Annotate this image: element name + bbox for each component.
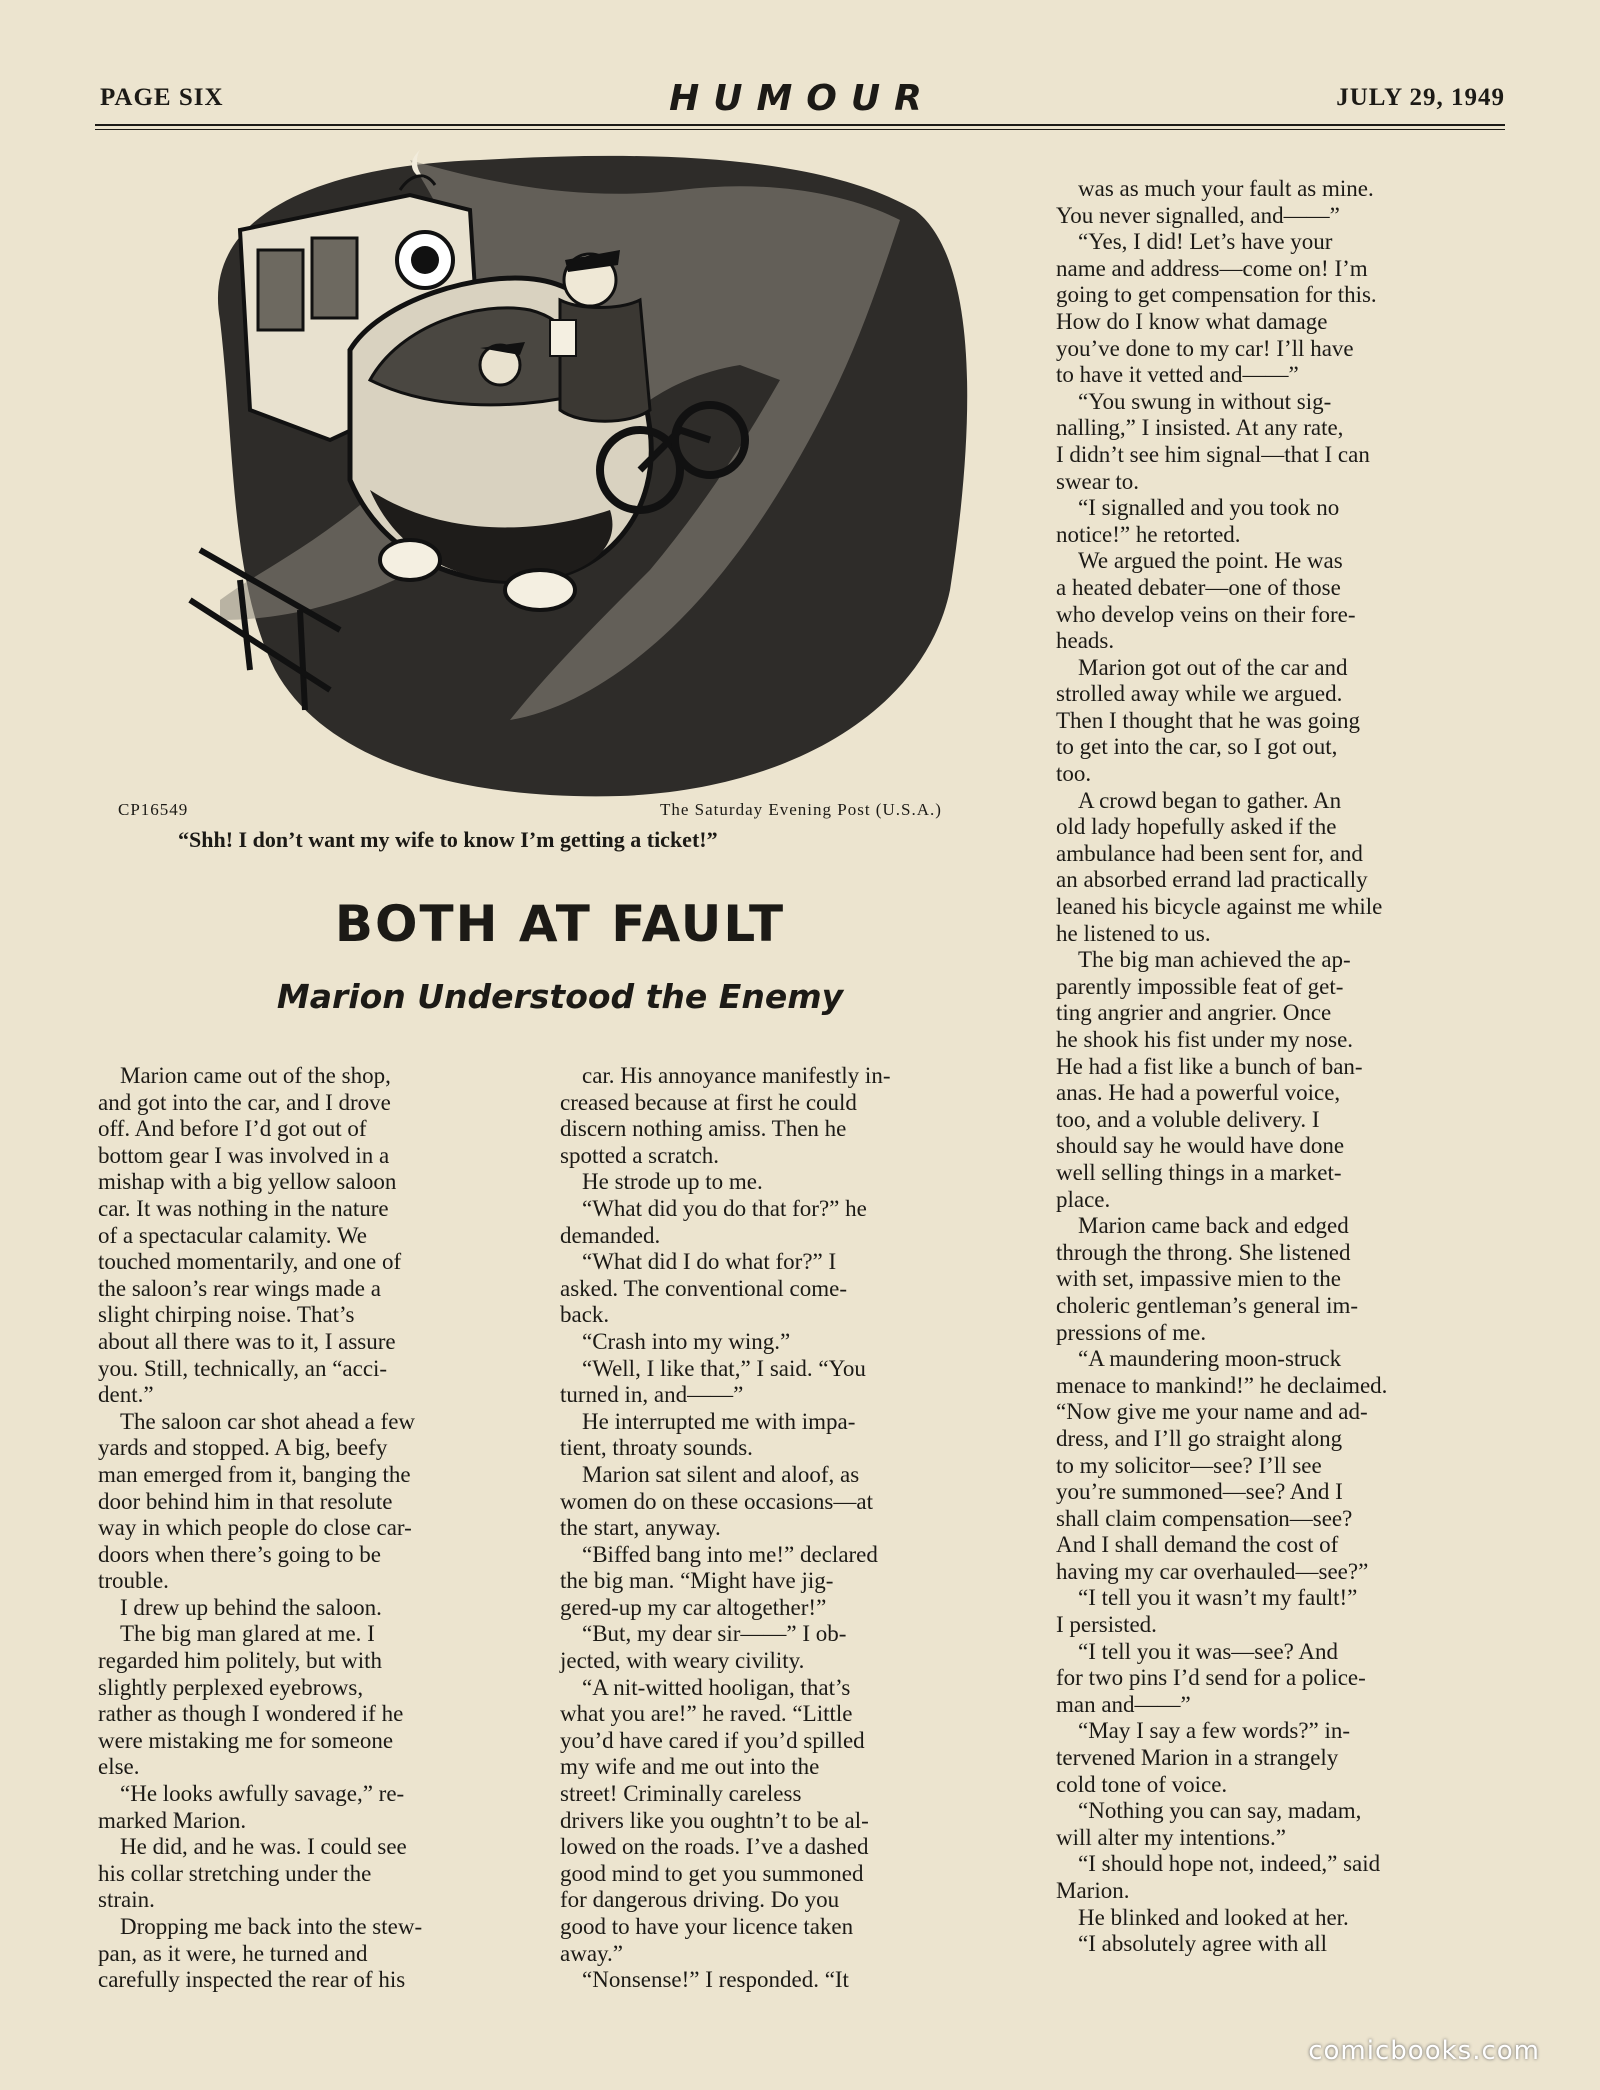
text-line: drivers like you oughtn’t to be al- <box>560 1807 869 1833</box>
article-paragraph <box>560 1249 1010 1329</box>
article-paragraph <box>1056 947 1504 1213</box>
text-line: turned in, and——” <box>560 1382 744 1408</box>
article-column-2 <box>560 1063 1010 1994</box>
text-line: street! Criminally careless <box>560 1781 802 1807</box>
text-line: slight chirping noise. That’s <box>98 1302 355 1328</box>
text-line: Marion got out of the car and <box>1078 654 1348 680</box>
text-line: going to get compensation for this. <box>1056 282 1377 308</box>
text-line: mishap with a big yellow saloon <box>98 1169 397 1195</box>
text-line: to have it vetted and——” <box>1056 362 1299 388</box>
text-line: slightly perplexed eyebrows, <box>98 1674 364 1700</box>
masthead-rule-bottom <box>95 129 1505 130</box>
article-paragraph <box>1056 788 1504 948</box>
text-line: You never signalled, and——” <box>1056 202 1340 228</box>
text-line: place. <box>1056 1186 1111 1212</box>
text-line: yards and stopped. A big, beefy <box>98 1435 388 1461</box>
text-line: too. <box>1056 761 1092 787</box>
text-line: ting angrier and angrier. Once <box>1056 1000 1332 1026</box>
text-line: The saloon car shot ahead a few <box>120 1408 416 1434</box>
text-line: you’re summoned—see? And I <box>1056 1479 1343 1505</box>
text-line: should say he would have done <box>1056 1133 1345 1159</box>
text-line: menace to mankind!” he declaimed. <box>1056 1372 1388 1398</box>
article-paragraph <box>98 1063 526 1409</box>
text-line: “I tell you it wasn’t my fault!” <box>1078 1585 1358 1611</box>
text-line: pan, as it were, he turned and <box>98 1940 368 1966</box>
article-paragraph <box>98 1409 526 1595</box>
text-line: back. <box>560 1302 610 1328</box>
article-paragraph <box>1056 655 1504 788</box>
text-line: nalling,” I insisted. At any rate, <box>1056 415 1344 441</box>
text-line: through the throng. She listened <box>1056 1239 1351 1265</box>
text-line: Dropping me back into the stew- <box>120 1914 423 1939</box>
text-line: doors when there’s going to be <box>98 1541 381 1567</box>
text-line: A crowd began to gather. An <box>1078 787 1342 813</box>
text-line: He strode up to me. <box>582 1169 763 1195</box>
text-line: shall claim compensation—see? <box>1056 1505 1353 1531</box>
text-line: I didn’t see him signal—that I can <box>1056 441 1370 467</box>
page-number-label: PAGE SIX <box>100 84 224 111</box>
masthead <box>100 78 1505 122</box>
text-line: you. Still, technically, an “acci- <box>98 1355 388 1381</box>
text-line: gered-up my car altogether!” <box>560 1594 827 1620</box>
text-line: strolled away while we argued. <box>1056 681 1343 707</box>
text-line: “May I say a few words?” in- <box>1078 1718 1351 1744</box>
text-line: strain. <box>98 1887 155 1913</box>
text-line: bottom gear I was involved in a <box>98 1142 390 1168</box>
section-title: HUMOUR <box>669 78 936 119</box>
article-paragraph <box>560 1356 1010 1409</box>
text-line: tervened Marion in a strangely <box>1056 1745 1339 1771</box>
text-line: leaned his bicycle against me while <box>1056 894 1383 920</box>
text-line: the big man. “Might have jig- <box>560 1568 834 1594</box>
text-line: else. <box>98 1754 140 1780</box>
text-line: The big man glared at me. I <box>120 1621 375 1647</box>
article-column-3 <box>1056 176 1504 1958</box>
text-line: “I signalled and you took no <box>1078 495 1340 521</box>
article-paragraph <box>1056 1639 1504 1719</box>
text-line: name and address—come on! I’m <box>1056 255 1368 281</box>
text-line: spotted a scratch. <box>560 1142 720 1168</box>
text-line: “Biffed bang into me!” declared <box>582 1541 878 1567</box>
text-line: car. His annoyance manifestly in- <box>582 1063 891 1088</box>
text-line: he listened to us. <box>1056 920 1211 946</box>
text-line: about all there was to it, I assure <box>98 1328 396 1354</box>
text-line: dent.” <box>98 1382 154 1408</box>
text-line: creased because at first he could <box>560 1089 857 1115</box>
article-paragraph <box>560 1675 1010 1968</box>
article-paragraph <box>560 1409 1010 1462</box>
text-line: The big man achieved the ap- <box>1078 947 1351 973</box>
text-line: and got into the car, and I drove <box>98 1089 391 1115</box>
text-line: a heated debater—one of those <box>1056 574 1341 600</box>
text-line: I persisted. <box>1056 1612 1157 1638</box>
text-line: rather as though I wondered if he <box>98 1701 404 1727</box>
text-line: the start, anyway. <box>560 1515 721 1541</box>
article-paragraph <box>98 1595 526 1622</box>
article-paragraph <box>560 1621 1010 1674</box>
text-line: for dangerous driving. Do you <box>560 1887 840 1913</box>
article-paragraph <box>1056 1905 1504 1932</box>
article-paragraph <box>560 1542 1010 1622</box>
article-paragraph <box>1056 1213 1504 1346</box>
text-line: his collar stretching under the <box>98 1860 372 1886</box>
text-line: “A nit-witted hooligan, that’s <box>582 1674 851 1700</box>
article-paragraph <box>1056 229 1504 389</box>
text-line: “But, my dear sir——” I ob- <box>582 1621 847 1647</box>
text-line: the saloon’s rear wings made a <box>98 1275 381 1301</box>
text-line: Marion sat silent and aloof, as <box>582 1461 860 1487</box>
text-line: having my car overhauled—see?” <box>1056 1558 1369 1584</box>
article-paragraph <box>98 1621 526 1781</box>
text-line: an absorbed errand lad practically <box>1056 867 1368 893</box>
article-paragraph <box>1056 1931 1504 1958</box>
text-line: How do I know what damage <box>1056 308 1328 334</box>
text-line: door behind him in that resolute <box>98 1488 393 1514</box>
text-line: trouble. <box>98 1568 169 1594</box>
article-paragraph <box>560 1063 1010 1169</box>
text-line: Marion came back and edged <box>1078 1213 1349 1239</box>
text-line: asked. The conventional come- <box>560 1275 847 1301</box>
text-line: He blinked and looked at her. <box>1078 1904 1349 1930</box>
text-line: “He looks awfully savage,” re- <box>120 1781 405 1807</box>
cartoon-illustration <box>180 150 980 800</box>
text-line: old lady hopefully asked if the <box>1056 814 1337 840</box>
text-line: Marion. <box>1056 1878 1130 1903</box>
text-line: dress, and I’ll go straight along <box>1056 1425 1343 1451</box>
text-line: “I should hope not, indeed,” said <box>1078 1851 1381 1877</box>
text-line: off. And before I’d got out of <box>98 1116 367 1142</box>
article-paragraph <box>560 1169 1010 1196</box>
text-line: anas. He had a powerful voice, <box>1056 1080 1341 1106</box>
text-line: I drew up behind the saloon. <box>120 1594 382 1620</box>
cartoon-catalog-id: CP16549 <box>118 800 189 819</box>
text-line: to get into the car, so I got out, <box>1056 734 1338 760</box>
text-line: ambulance had been sent for, and <box>1056 840 1363 866</box>
text-line: parently impossible feat of get- <box>1056 973 1344 999</box>
article-paragraph <box>98 1834 526 1914</box>
cartoon-source: The Saturday Evening Post (U.S.A.) <box>660 800 942 819</box>
text-line: to my solicitor—see? I’ll see <box>1056 1452 1322 1478</box>
article-subheadline: Marion Understood the Enemy <box>276 977 844 1016</box>
text-line: “Now give me your name and ad- <box>1056 1399 1368 1425</box>
text-line: “You swung in without sig- <box>1078 388 1332 414</box>
text-line: good mind to get you summoned <box>560 1860 864 1886</box>
article-paragraph <box>1056 1346 1504 1585</box>
text-line: regarded him politely, but with <box>98 1648 383 1674</box>
text-line: lowed on the roads. I’ve a dashed <box>560 1834 869 1860</box>
article-headline: BOTH AT FAULT <box>334 895 786 953</box>
text-line: choleric gentleman’s general im- <box>1056 1292 1359 1318</box>
text-line: And I shall demand the cost of <box>1056 1532 1339 1558</box>
article-paragraph <box>1056 1585 1504 1638</box>
article-paragraph <box>1056 495 1504 548</box>
text-line: carefully inspected the rear of his <box>98 1967 406 1993</box>
text-line: good to have your licence taken <box>560 1914 854 1939</box>
text-line: “Nonsense!” I responded. “It <box>582 1967 849 1993</box>
text-line: “Well, I like that,” I said. “You <box>582 1355 866 1381</box>
text-line: “Yes, I did! Let’s have your <box>1078 229 1333 255</box>
text-line: of a spectacular calamity. We <box>98 1222 367 1248</box>
text-line: He had a fist like a bunch of ban- <box>1056 1053 1363 1079</box>
text-line: you’d have cared if you’d spilled <box>560 1727 865 1753</box>
text-line: with set, impassive mien to the <box>1056 1266 1341 1292</box>
text-line: “Nothing you can say, madam, <box>1078 1798 1362 1824</box>
text-line: discern nothing amiss. Then he <box>560 1116 847 1142</box>
article-paragraph <box>1056 176 1504 229</box>
article-paragraph <box>1056 1851 1504 1904</box>
text-line: “Crash into my wing.” <box>582 1328 791 1354</box>
article-paragraph <box>98 1914 526 1994</box>
text-line: We argued the point. He was <box>1078 548 1343 574</box>
text-line: notice!” he retorted. <box>1056 521 1241 547</box>
text-line: well selling things in a market- <box>1056 1159 1342 1185</box>
text-line: what you are!” he raved. “Little <box>560 1701 853 1727</box>
text-line: my wife and me out into the <box>560 1754 820 1780</box>
text-line: jected, with weary civility. <box>560 1648 805 1674</box>
text-line: Marion came out of the shop, <box>120 1063 391 1088</box>
text-line: heads. <box>1056 628 1115 654</box>
masthead-rule-top <box>95 124 1505 126</box>
text-line: “I tell you it was—see? And <box>1078 1638 1338 1664</box>
text-line: “I absolutely agree with all <box>1078 1931 1328 1957</box>
article-paragraph <box>1056 1798 1504 1851</box>
text-line: He did, and he was. I could see <box>120 1834 407 1860</box>
text-line: man and——” <box>1056 1691 1191 1717</box>
issue-date: JULY 29, 1949 <box>1336 84 1505 111</box>
text-line: were mistaking me for someone <box>98 1727 394 1753</box>
text-line: Then I thought that he was going <box>1056 707 1361 733</box>
text-line: swear to. <box>1056 468 1140 494</box>
text-line: marked Marion. <box>98 1807 247 1833</box>
text-line: “What did I do what for?” I <box>582 1249 837 1275</box>
text-line: women do on these occasions—at <box>560 1488 873 1514</box>
text-line: pressions of me. <box>1056 1319 1207 1345</box>
text-line: demanded. <box>560 1222 661 1248</box>
article-column-1 <box>98 1063 526 1994</box>
text-line: “A maundering moon-struck <box>1078 1346 1342 1372</box>
cartoon-caption: “Shh! I don’t want my wife to know I’m getting a ticket!” <box>178 827 718 852</box>
text-line: man emerged from it, banging the <box>98 1461 411 1487</box>
text-line: touched momentarily, and one of <box>98 1249 402 1275</box>
article-paragraph <box>1056 548 1504 654</box>
watermark: comicbooks.com <box>1308 2036 1540 2066</box>
text-line: was as much your fault as mine. <box>1078 176 1374 201</box>
text-line: tient, throaty sounds. <box>560 1435 753 1461</box>
article-paragraph <box>1056 1718 1504 1798</box>
text-line: you’ve done to my car! I’ll have <box>1056 335 1354 361</box>
text-line: He interrupted me with impa- <box>582 1408 856 1434</box>
article-paragraph <box>560 1329 1010 1356</box>
text-line: cold tone of voice. <box>1056 1771 1228 1797</box>
text-line: for two pins I’d send for a police- <box>1056 1665 1366 1691</box>
article-paragraph <box>98 1781 526 1834</box>
text-line: car. It was nothing in the nature <box>98 1195 389 1221</box>
article-paragraph <box>560 1967 1010 1994</box>
text-line: he shook his fist under my nose. <box>1056 1027 1354 1052</box>
text-line: “What did you do that for?” he <box>582 1195 867 1221</box>
text-line: away.” <box>560 1940 623 1966</box>
article-paragraph <box>560 1462 1010 1542</box>
text-line: too, and a voluble delivery. I <box>1056 1106 1320 1132</box>
text-line: way in which people do close car- <box>98 1515 412 1541</box>
article-paragraph <box>1056 389 1504 495</box>
article-paragraph <box>560 1196 1010 1249</box>
text-line: who develop veins on their fore- <box>1056 601 1356 627</box>
text-line: will alter my intentions.” <box>1056 1824 1286 1850</box>
